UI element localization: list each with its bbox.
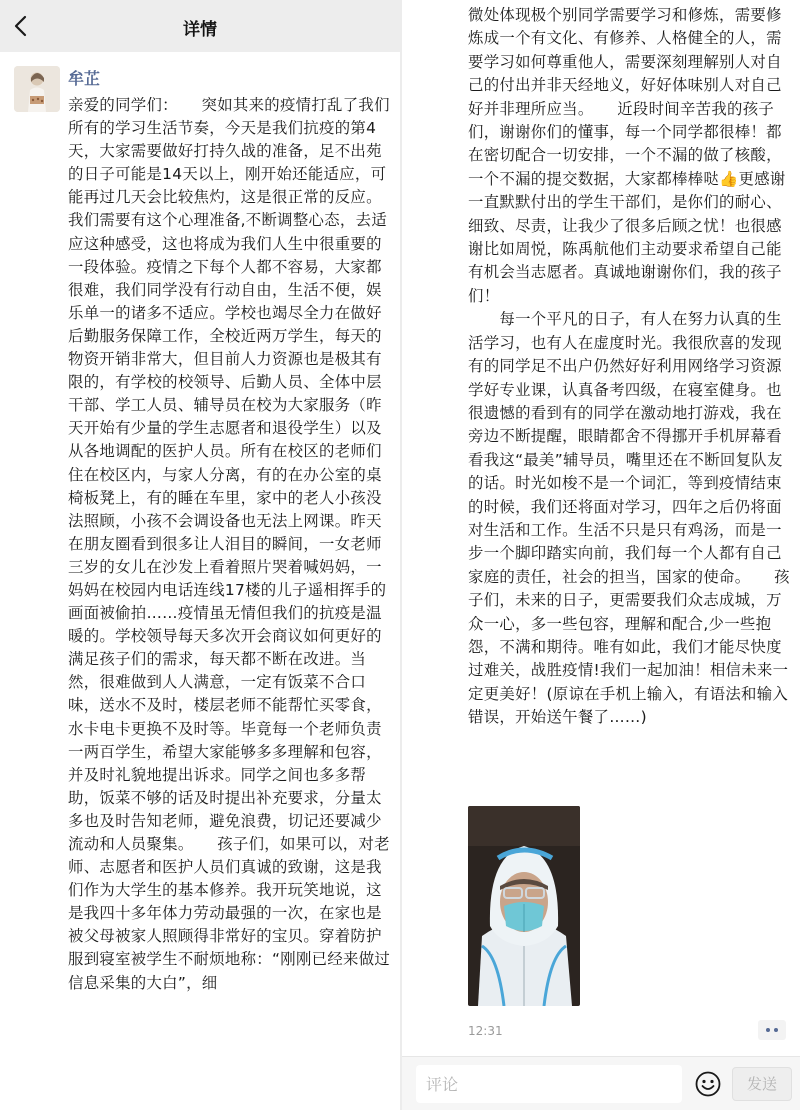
comment-bar [402,1056,800,1110]
avatar[interactable] [14,66,60,112]
right-column [402,0,800,1110]
post-timestamp: 12:31 [468,1024,503,1038]
more-dots-icon [766,1028,770,1032]
photo-image [468,806,580,1006]
post-photo[interactable] [468,806,580,1006]
avatar-image [14,66,60,112]
send-button[interactable]: 发送 [732,1067,792,1101]
smiley-icon [694,1070,722,1098]
page-title: 详情 [183,20,217,40]
post-text-part1: 亲爱的同学们： 突如其来的疫情打乱了我们所有的学习生活节奏，今天是我们抗疫的第4天，大家需要做好打持久战的准备，足不出苑的日子可能是14天以上，刚开始还能适应，可能再过几天会比较焦灼，这是很正常的反应。我们需要有这个心理准备,不断调整心态，去适应这种感受，这也将成为我们人生中很重要的一段体验。疫情之下每个人都不容易，大家都很难，我们同学没有行动自由，生活不便，娱乐单一的诸多不适应。学校也竭尽全力在做好后勤服务保障工作，全校近两万学生，每天的物资开销非常大，但目前人力资源也是极其有限的，有学校的校领导、后勤人员、全体中层干部、学工人员、辅导员在校为大家服务（昨天开始有少量的学生志愿者和退役学生）以及从各地调配的医护人员。所有在校区的老师们住在校区内，与家人分离，有的在办公室的桌椅板凳上，有的睡在车里，家中的老人小孩没法照顾，小孩不会调设备也无法上网课。昨天在朋友圈看到很多让人泪目的瞬间，一女老师三岁的女儿在沙发上看着照片哭着喊妈妈，一妈妈在校园内电话连线17楼的儿子遥相挥手的画面被偷拍……疫情虽无情但我们的抗疫是温暖的。学校领导每天多次开会商议如何更好的满足孩子们的需求，每天都不断在改进。当然，很难做到人人满意，一定有饭菜不合口味，送水不及时，楼层老师不能帮忙买零食，水卡电卡更换不及时等。毕竟每一个老师负责一两百学生，希望大家能够多多理解和包容，并及时礼貌地提出诉求。同学之间也多多帮助，饭菜不够的话及时提出补充要求，分量太多也及时告知老师，避免浪费，切记还要减少流动和人员聚集。 孩子们，如果可以，对老师、志愿者和医护人员们真诚的致谢，这是我们作为大学生的基本修养。我开玩笑地说，这是我四十多年体力劳动最强的一次，在家也是被父母被家人照顾得非常好的宝贝。穿着防护服到寝室被学生不耐烦地称：“刚刚已经来做过信息采集的大白”，细 [68,96,391,992]
comment-input[interactable] [416,1065,682,1103]
emoji-button[interactable] [694,1070,722,1098]
post-text-part2: 微处体现极个别同学需要学习和修炼，需要修炼成一个有文化、有修养、人格健全的人，需要学习如何尊重他人，需要深刻理解别人对自己的付出并非天经地义，好好体味别人对自己好并非理所应当。 近段时间辛苦我的孩子们，谢谢你们的懂事，每一个同学都很棒！都在密切配合一切安排，一个不漏的做了核酸，一个不漏的提交数据，大家都棒棒哒👍更感谢一直默默付出的学生干部们，是你们的耐心、细致、尽责，让我少了很多后顾之忧！也很感谢比如周悦，陈禹航他们主动要求希望自己能有机会当志愿者。真诚地谢谢你们，我的孩子们！ 每一个平凡的日子，有人在努力认真的生活学习，也有人在虚度时光。我很欣喜的发现有的同学足不出户仍然好好利用网络学习资源学好专业课，认真备考四级，在寝室健身。也很遗憾的看到有的同学在激动地打游戏，我在旁边不断提醒，眼睛都舍不得挪开手机屏幕看看我这“最美”辅导员，嘴里还在不断回复队友的话。时光如梭不是一个词汇，等到疫情结束的时候，我们还将面对学习，四年之后仍将面对生活和工作。生活不只是只有鸡汤，而是一步一个脚印踏实向前，我们每一个人都有自己家庭的责任，社会的担当，国家的使命。 孩子们，未来的日子，更需要我们众志成城，万众一心，多一些包容，理解和配合,少一些抱怨，不满和期待。唯有如此，我们才能尽快度过难关，战胜疫情!我们一起加油！相信未来一定更美好！(原谅在手机上输入，有语法和输入错误，开始送午餐了……) [468,6,790,727]
more-actions-button[interactable] [758,1020,786,1040]
top-nav-bar [0,0,400,52]
author-name[interactable]: 牟芷 [68,69,101,88]
